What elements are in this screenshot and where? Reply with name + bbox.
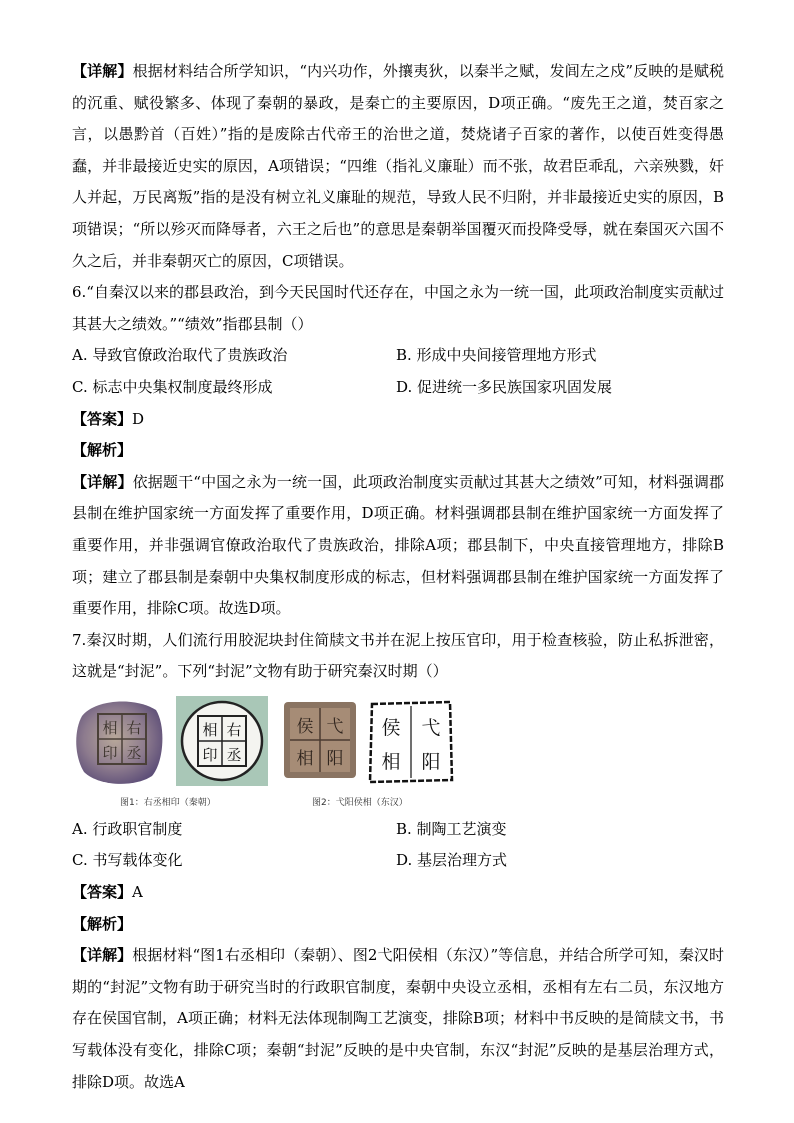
q7-option-b: B. 制陶工艺演变 [396,819,507,838]
q6-detail [72,467,724,625]
seal1-rubbing-char-2: 丞 [226,745,242,764]
seal1-photo-char-3: 相 [102,718,118,737]
seal2-photo [280,696,360,786]
q7-options [72,814,724,877]
q5-detail [72,56,724,277]
q5-detail-label: 【详解】 [72,62,133,80]
seal1-photo-char-4: 印 [102,743,118,762]
q7-answer-label: 【答案】 [72,883,133,902]
q7-detail-label: 【详解】 [72,946,133,965]
figure2-caption: 图2：弋阳侯相（东汉） [312,797,408,808]
q5-detail-text: 根据材料结合所学知识，“内兴功作，外攘夷狄，以秦半之赋，发闾左之戍”反映的是赋税的沉重、赋役繁多、体现了秦朝的暴政，是秦亡的主要原因，D项正确。“废先王之道，焚百家之言，以愚黔首（百姓）”指的是废除古代帝王的治世之道，焚烧诸子百家的著作，以使百姓变得愚蠢，并非最接近史实的原因，A项错误；“四维（指礼义廉耻）而不张，故君臣乖乱，六亲殃戮，奸人并起，万民离叛”指的是没有树立礼义廉耻的规范，导致人民不归附，并非最接近史实的原因，B项错误；“所以殄灭而降辱者，六王之后也”的意思是秦朝举国覆灭而投降受辱，就在秦国灭六国不久之后，并非秦朝灭亡的原因，C项错误。 [72,62,724,270]
seal2-rubbing-char-1: 弋 [421,716,441,739]
q6-answer [72,404,724,436]
seal1-rubbing [176,696,268,786]
seal2-photo-char-3: 侯 [296,716,314,737]
q6-option-c: C. 标志中央集权制度最终形成 [72,377,273,396]
seal2-photo-char-1: 弋 [326,716,344,737]
seal1-photo-char-2: 丞 [126,743,142,762]
q7-answer [72,877,724,909]
q6-analysis [72,435,724,467]
seal1-rubbing-char-4: 印 [202,745,218,764]
figure1-caption: 图1：右丞相印（秦朝） [120,797,216,808]
seal2-rubbing-char-2: 阳 [421,750,441,773]
q7-stem: 7.秦汉时期，人们流行用胶泥块封住简牍文书并在泥上按压官印，用于检查核验，防止私拆泄密，这就是“封泥”。下列“封泥”文物有助于研究秦汉时期（） [72,630,724,681]
q6-option-b: B. 形成中央间接管理地方形式 [396,346,597,365]
seal1-rubbing-char-1: 右 [226,720,242,739]
q7-option-a: A. 行政职官制度 [72,819,183,838]
q7-analysis [72,909,724,941]
q6-options [72,340,724,403]
q7-detail-text: 根据材料“图1右丞相印（秦朝）、图2弋阳侯相（东汉）”等信息，并结合所学可知，秦汉时期的“封泥”文物有助于研究当时的行政职官制度，秦朝中央设立丞相，丞相有左右二员，东汉地方存在侯国官制，A项正确；材料无法体现制陶工艺演变，排除B项；材料中书反映的是简牍文书，书写载体没有变化，排除C项；秦朝“封泥”反映的是中央官制，东汉“封泥”反映的是基层治理方式，排除D项。故选A [72,946,724,1091]
q6-detail-label: 【详解】 [72,472,133,491]
q6-detail-text: 依据题干“中国之永为一统一国，此项政治制度实贡献过其甚大之绩效”可知，材料强调郡县制在维护国家统一方面发挥了重要作用，D项正确。材料强调郡县制在维护国家统一方面发挥了重要作用，并非强调官僚政治取代了贵族政治，排除A项；郡县制下，中央直接管理地方，排除B项；建立了郡县制是秦朝中央集权制度形成的标志，但材料强调郡县制在维护国家统一方面发挥了重要作用，排除C项。故选D项。 [72,472,724,618]
q7-answer-value: A [132,883,143,902]
q7-figure [72,696,724,814]
document-page [72,56,724,1098]
seal2-photo-char-2: 阳 [326,748,344,769]
q6-option-a: A. 导致官僚政治取代了贵族政治 [72,346,288,365]
q7-option-d: D. 基层治理方式 [396,851,508,870]
seal2-rubbing-char-4: 相 [381,750,401,773]
seal1-photo [74,696,166,786]
q7-detail [72,940,724,1098]
q7-analysis-label: 【解析】 [72,914,133,933]
q6-stem: 6.“自秦汉以来的郡县政治，到今天民国时代还存在，中国之永为一统一国，此项政治制度实贡献过其甚大之绩效。”“绩效”指郡县制（） [72,283,724,333]
q7-option-c: C. 书写载体变化 [72,851,183,870]
q6-answer-label: 【答案】 [72,409,133,428]
seal2-photo-char-4: 相 [296,748,314,769]
seal1-rubbing-char-3: 相 [202,720,218,739]
seal2-rubbing [366,696,456,786]
q6-option-d: D. 促进统一多民族国家巩固发展 [396,377,613,396]
q6-analysis-label: 【解析】 [72,441,133,460]
q6-answer-value: D [132,409,145,428]
seal1-photo-char-1: 右 [126,718,142,737]
seal2-rubbing-char-3: 侯 [381,716,401,739]
